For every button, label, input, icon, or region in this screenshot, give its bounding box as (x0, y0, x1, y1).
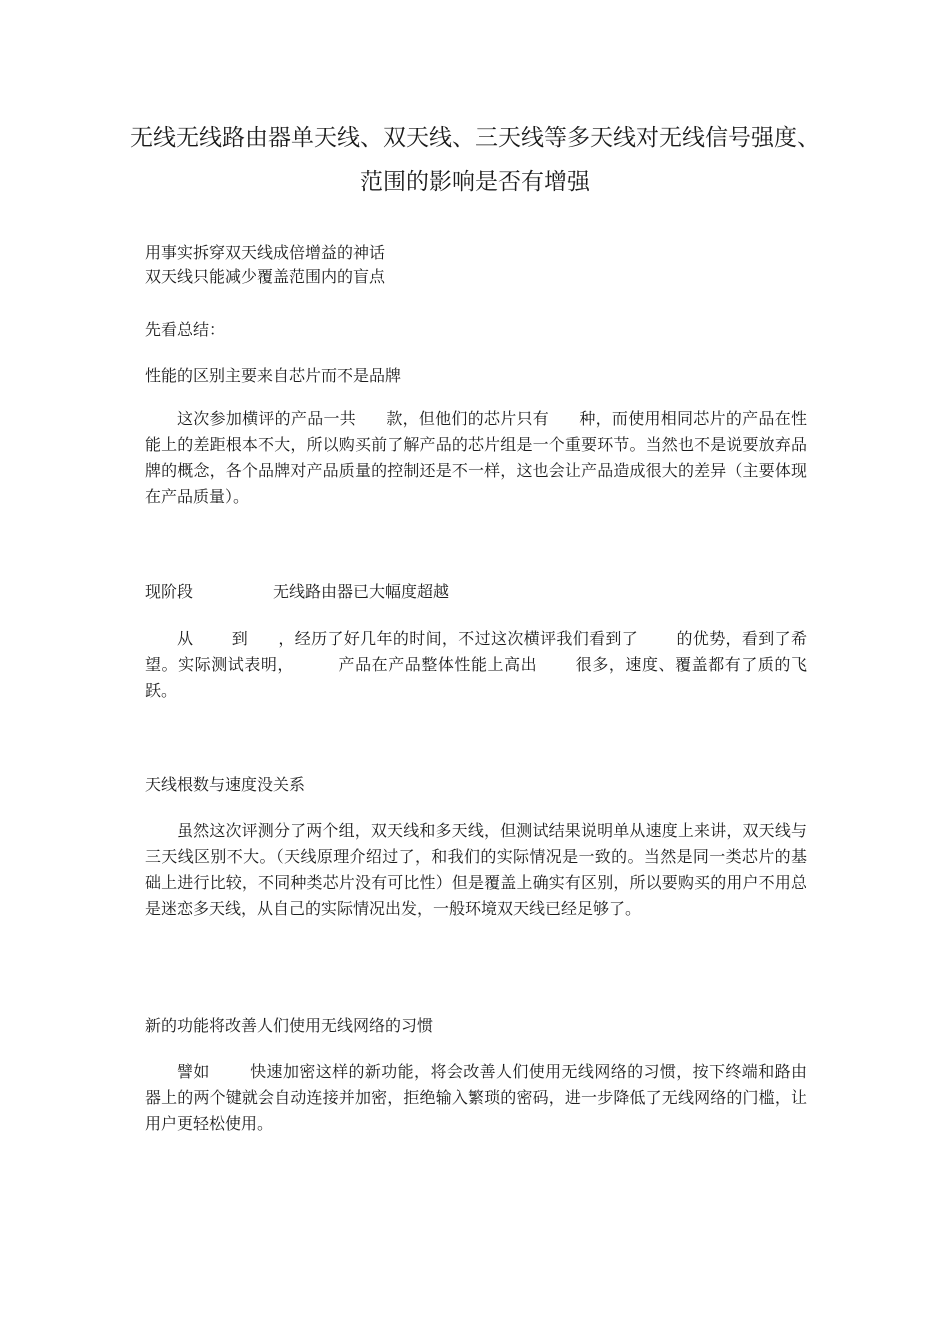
intro-line: 双天线只能减少覆盖范围内的盲点 (145, 267, 386, 286)
section-paragraph: 从 到 ，经历了好几年的时间，不过这次横评我们看到了 的优势，看到了希望。实际测试表明， 产品在产品整体性能上高出 很多，速度、覆盖都有了质的飞跃。 (145, 629, 807, 700)
intro-line: 用事实拆穿双天线成倍增益的神话 (145, 243, 386, 262)
section-paragraph: 这次参加横评的产品一共 款，但他们的芯片只有 种，而使用相同芯片的产品在性能上的差距根本不大，所以购买前了解产品的芯片组是一个重要环节。当然也不是说要放弃品牌的概念，各个品牌对产品质量的控制还是不一样，这也会让产品造成很大的差异（主要体现在产品质量）。 (145, 409, 807, 506)
section-heading: 性能的区别主要来自芯片而不是品牌 (145, 366, 402, 385)
section-paragraph: 譬如 快速加密这样的新功能，将会改善人们使用无线网络的习惯，按下终端和路由器上的两个键就会自动连接并加密，拒绝输入繁琐的密码，进一步降低了无线网络的门槛，让用户更轻松使用。 (145, 1062, 807, 1133)
section-heading: 新的功能将改善人们使用无线网络的习惯 (145, 1016, 434, 1035)
section-heading: 现阶段 无线路由器已大幅度超越 (145, 582, 450, 601)
summary-label: 先看总结： (145, 320, 226, 339)
document-title: 无线无线路由器单天线、双天线、三天线等多天线对无线信号强度、范围的影响是否有增强 (130, 125, 820, 195)
section-paragraph: 虽然这次评测分了两个组，双天线和多天线，但测试结果说明单从速度上来讲，双天线与三天线区别不大。（天线原理介绍过了，和我们的实际情况是一致的。当然是同一类芯片的基础上进行比较，不同种类芯片没有可比性）但是覆盖上确实有区别，所以要购买的用户不用总是迷恋多天线，从自己的实际情况出发，一般环境双天线已经足够了。 (145, 821, 807, 918)
intro-block (145, 241, 807, 289)
section-heading: 天线根数与速度没关系 (145, 775, 306, 794)
